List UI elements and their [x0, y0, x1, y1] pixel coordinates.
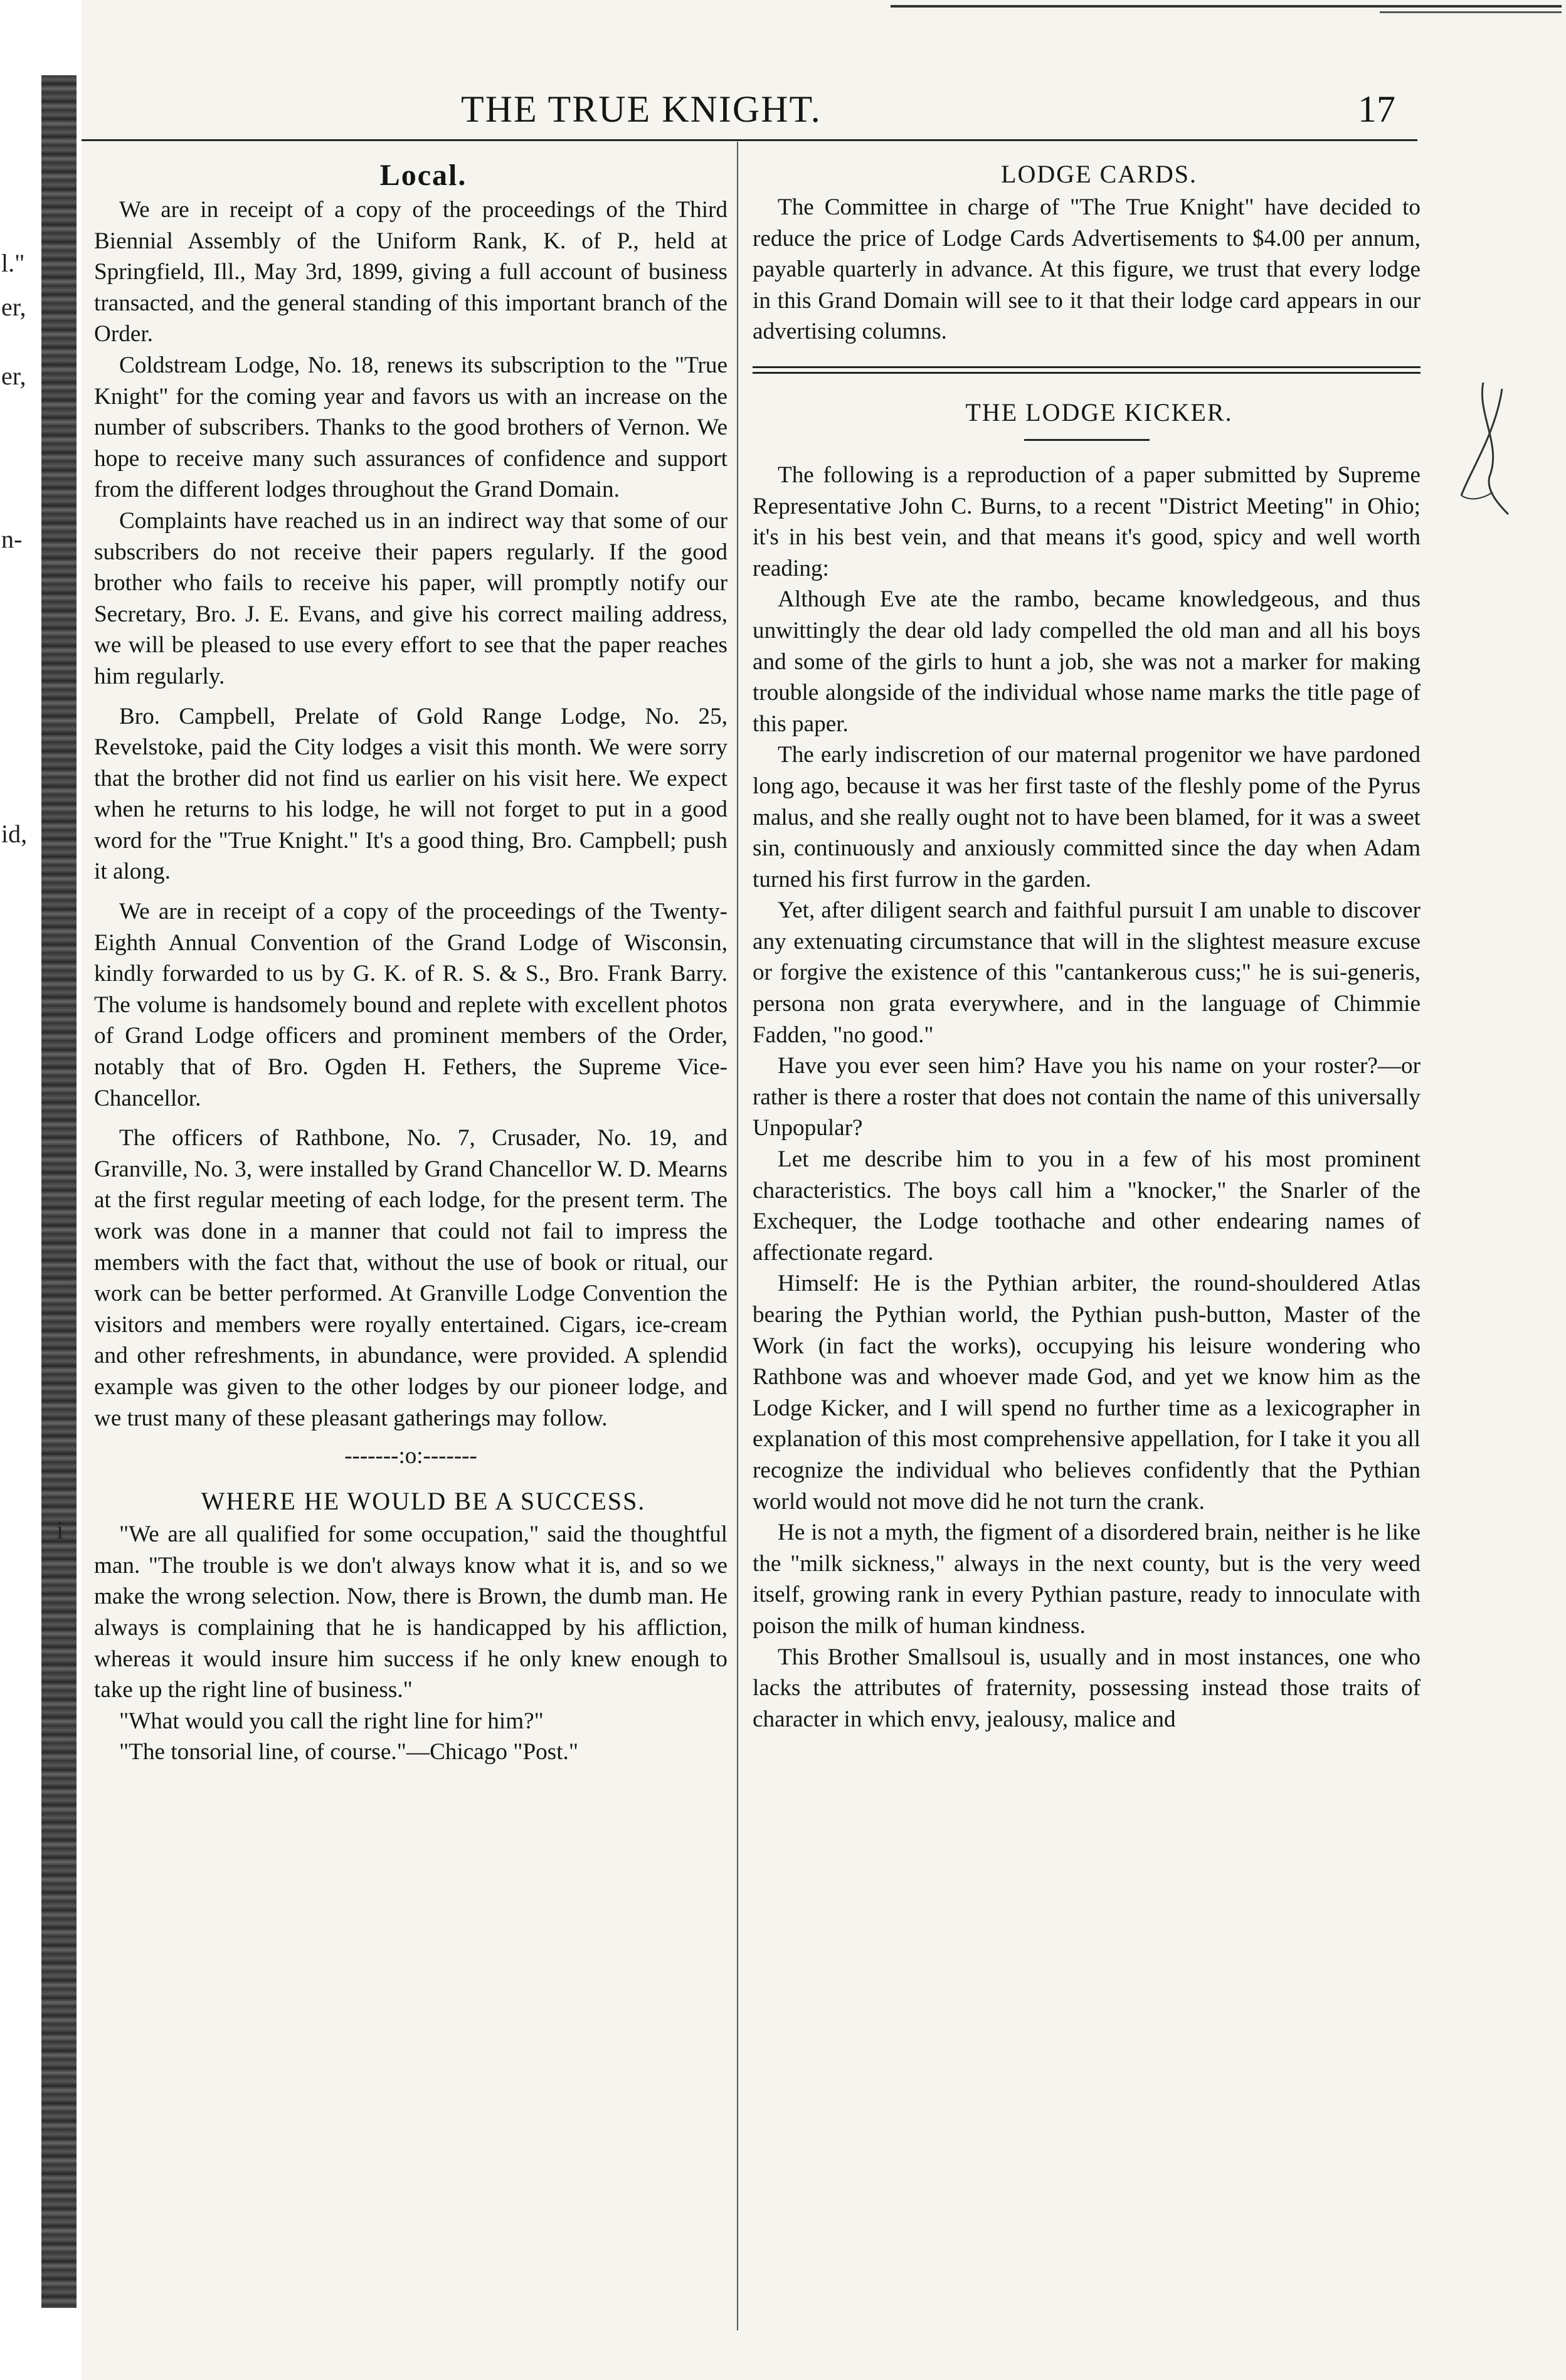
right-column [753, 157, 1421, 1735]
page-number: 17 [1358, 88, 1395, 130]
spacer [94, 692, 727, 701]
top-edge-rule [891, 5, 1562, 8]
paragraph: The Committee in charge of "The True Knight" have decided to reduce the price of Lodge Cards Advertisements to $4.00 per annum, payable quarterly in advance. At this figure, we trust that every lodge in this Grand Domain will see to it that their lodge card appears in our advertising columns. [753, 194, 1421, 345]
paragraph: "We are all qualified for some occupation," said the thoughtful man. "The trouble is we don't always know what it is, and so we make the wrong selection. Now, there is Brown, the dumb man. He always is complaining that he is handicapped by his affliction, whereas it would insure him success if he only knew enough to take up the right line of business." [94, 1521, 727, 1703]
paragraph: Coldstream Lodge, No. 18, renews its subscription to the "True Knight" for the coming year and favors us with an increase on the number of subscribers. Thanks to the good brothers of Vernon. We hope to receive many such assurances of confidence and support from the different lodges throughout the Grand Domain. [94, 352, 727, 503]
paragraph: Have you ever seen him? Have you his name on your roster?—or rather is there a roster that does not contain the name of this universally Unpopular? [753, 1053, 1421, 1141]
section-heading-lodge-cards: LODGE CARDS. [1001, 160, 1197, 188]
spacer [94, 887, 727, 896]
margin-fragment: n- [1, 525, 23, 553]
paragraph: "What would you call the right line for him?" [119, 1708, 544, 1734]
double-rule [753, 366, 1421, 374]
margin-fragment: id, [1, 820, 28, 848]
paragraph: Bro. Campbell, Prelate of Gold Range Lodge, No. 25, Revelstoke, paid the City lodges a visit this month. We were sorry that the brother did not find us earlier on his visit here. We expect when he returns to his lodge, he will not forget to put in a good word for the "True Knight." It's a good thing, Bro. Campbell; push it along. [94, 703, 727, 885]
paragraph: Yet, after diligent search and faithful pursuit I am unable to discover any extenuating circumstance that will in the slightest measure excuse or forgive the existence of this "cantankerous cuss;" he is sui-generis, persona non grata everywhere, and in the language of Chimmie Fadden, "no good." [753, 897, 1421, 1048]
paragraph: "The tonsorial line, of course."—Chicago "Post." [119, 1739, 579, 1765]
column-rule [737, 142, 738, 2330]
left-column [94, 157, 727, 1768]
margin-fragment: er, [1, 362, 26, 390]
paragraph: The following is a reproduction of a paper submitted by Supreme Representative John C. Burns, to a recent "District Meeting" in Ohio; it's in his best vein, and that means it's good, spicy and well worth reading: [753, 462, 1421, 581]
section-heading-success: WHERE HE WOULD BE A SUCCESS. [201, 1487, 646, 1516]
section-heading-local: Local. [379, 159, 467, 192]
section-heading-lodge-kicker: THE LODGE KICKER. [965, 398, 1233, 426]
paragraph: The officers of Rathbone, No. 7, Crusader, No. 19, and Granville, No. 3, were installed by Grand Chancellor W. D. Mearns at the first regular meeting of each lodge, for the present term. The work was done in a manner that could not fail to impress the members with the fact that, without the use of book or ritual, our work can be better performed. At Granville Lodge Convention the visitors and members were royally entertained. Cigars, ice-cream and other refreshments, in abundance, were provided. A splendid example was given to the other lodges by our pioneer lodge, and we trust many of these pleasant gatherings may follow. [94, 1125, 727, 1431]
paragraph: This Brother Smallsoul is, usually and in most instances, one who lacks the attributes of fraternity, possessing instead those traits of character in which envy, jealousy, malice and [753, 1644, 1421, 1732]
section-separator: -------:o:------- [344, 1443, 477, 1469]
paragraph: He is not a myth, the figment of a disordered brain, neither is he like the "milk sickness," always in the next county, but is the very weed itself, growing rank in every Pythian pasture, ready to innoculate with poison the milk of human kindness. [753, 1520, 1421, 1639]
margin-fragment: er, [1, 293, 26, 321]
paragraph: Himself: He is the Pythian arbiter, the round-shouldered Atlas bearing the Pythian world, the Pythian push-button, Master of the Work (in fact the works), occupying his leisure wondering who Rathbone was and whoever made God, and yet we know him as the Lodge Kicker, and I will spend no further time as a lexicographer in explanation of this most comprehensive appellation, for I take it you all recognize the individual who believes confidently that the Pythian world would not move did he not turn the crank. [753, 1271, 1421, 1515]
binding-shadow [41, 75, 77, 2308]
running-head: THE TRUE KNIGHT. [461, 88, 822, 130]
header-rule [82, 139, 1417, 141]
paragraph: Let me describe him to you in a few of his most prominent characteristics. The boys call him a "knocker," the Snarler of the Exchequer, the Lodge toothache and other endearing names of affectionate regard. [753, 1146, 1421, 1266]
pencil-mark [1458, 376, 1527, 521]
short-rule [1024, 439, 1150, 441]
margin-fragment: l." [1, 249, 25, 277]
top-edge-rule [1380, 11, 1562, 13]
paragraph: We are in receipt of a copy of the proceedings of the Twenty-Eighth Annual Convention of the Grand Lodge of Wisconsin, kindly forwarded to us by G. K. of R. S. & S., Bro. Frank Barry. The volume is handsomely bound and replete with excellent photos of Grand Lodge officers and prominent members of the Order, notably that of Bro. Ogden H. Fethers, the Supreme Vice-Chancellor. [94, 899, 727, 1111]
paragraph: Although Eve ate the rambo, became knowledgeous, and thus unwittingly the dear old lady compelled the old man and all his boys and some of the girls to hunt a job, she was not a marker for making trouble alongside of the individual whose name marks the title page of this paper. [753, 586, 1421, 737]
paragraph: We are in receipt of a copy of the proceedings of the Third Biennial Assembly of the Uniform Rank, K. of P., held at Springfield, Ill., May 3rd, 1899, giving a full account of business transacted, and the general standing of this important branch of the Order. [94, 197, 727, 347]
paragraph: The early indiscretion of our maternal progenitor we have pardoned long ago, because it was her first taste of the fleshly pome of the Pyrus malus, and she really ought not to have been blamed, for it was a sweet sin, continuously and anxiously committed since the day when Adam turned his first furrow in the garden. [753, 742, 1421, 892]
spacer [94, 1114, 727, 1123]
margin-fragment: i [56, 1516, 64, 1544]
paragraph: Complaints have reached us in an indirect way that some of our subscribers do not receive their papers regularly. If the good brother who fails to receive his paper, will promptly notify our Secretary, Bro. J. E. Evans, and give his correct mailing address, we will be pleased to use every effort to see that the paper reaches him regularly. [94, 507, 727, 689]
